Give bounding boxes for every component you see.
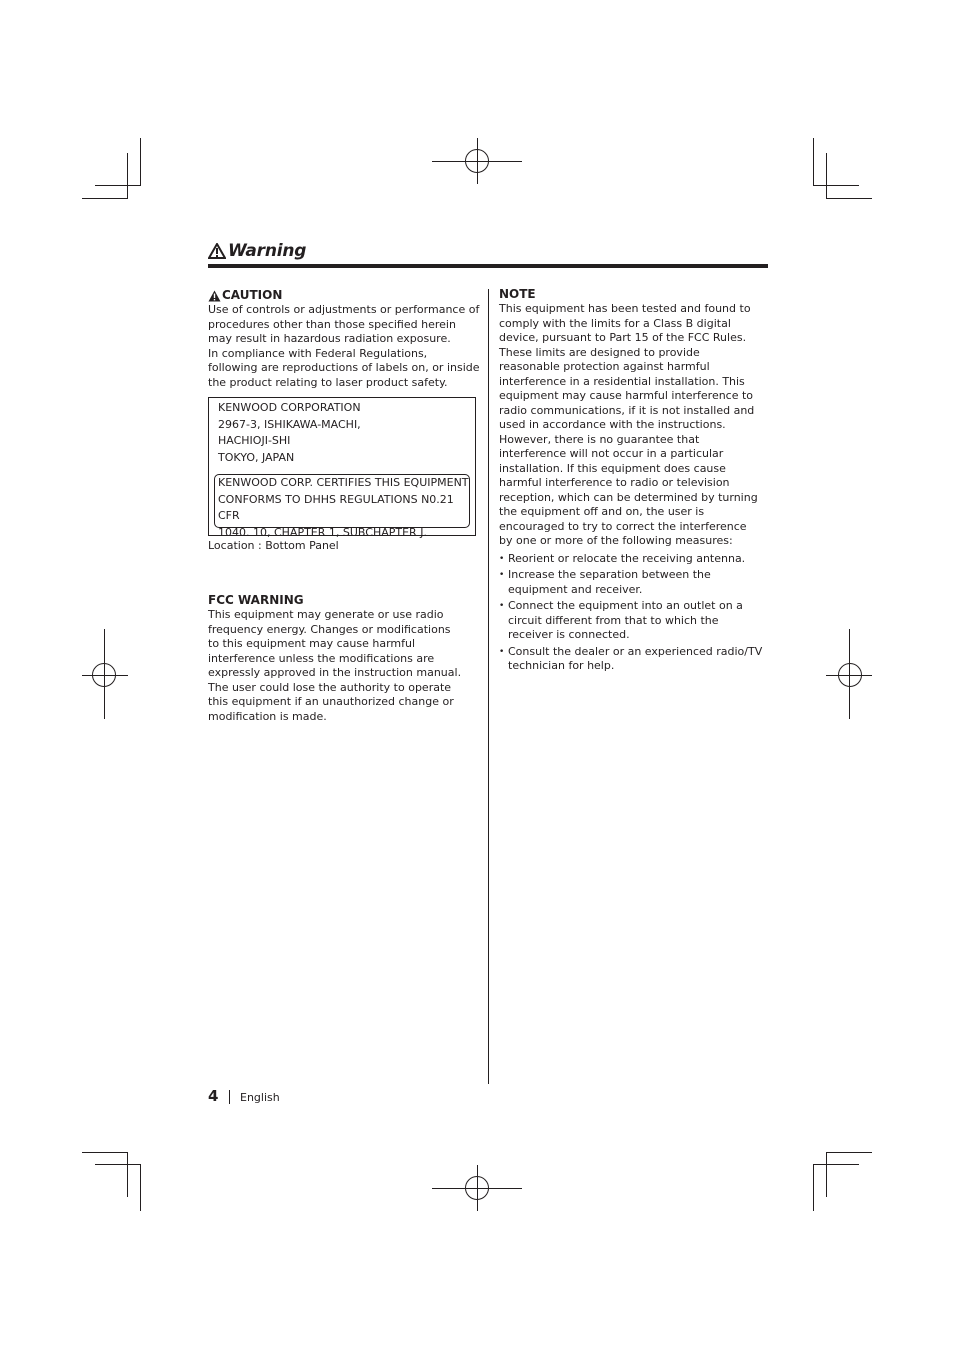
title-rule — [208, 264, 768, 268]
caution-paragraph: In compliance with Federal Regulations, following are reproductions of labels on, or inside the product relating to laser product safety. — [208, 346, 480, 389]
certification-box — [214, 474, 470, 540]
warning-icon — [208, 243, 226, 259]
address-line: 2967-3, ISHIKAWA-MACHI, — [218, 417, 361, 431]
note-bullet-list — [499, 552, 763, 674]
caution-heading-text: CAUTION — [222, 288, 283, 302]
fcc-heading: FCC WARNING — [208, 593, 304, 607]
address-line: HACHIOJI-SHI — [218, 434, 291, 448]
laser-label-box — [208, 397, 476, 540]
list-item: • Consult the dealer or an experienced radio/TV technician for help. — [499, 645, 763, 674]
footer-separator — [229, 1090, 230, 1104]
address-line: KENWOOD CORPORATION — [218, 401, 361, 414]
page-title — [208, 241, 306, 261]
certification-line: 1040. 10, CHAPTER 1, SUBCHAPTER J. — [218, 526, 427, 540]
caution-heading — [208, 288, 480, 303]
footer-language: English — [240, 1091, 280, 1104]
warning-icon — [208, 290, 221, 302]
certification-line: CONFORMS TO DHHS REGULATIONS N0.21 CFR — [218, 492, 454, 523]
list-item: • Increase the separation between the equipment and receiver. — [499, 568, 763, 597]
fcc-paragraph: This equipment may generate or use radio frequency energy. Changes or modifications to this equipment may cause harmful interference unless the modifications are expressly approved in the instruction manual. The user could lose the authority to operate this equipment if an unauthorized change or modification is made. — [208, 608, 462, 723]
fcc-warning-section — [208, 593, 464, 724]
page-title-text: Warning — [228, 241, 307, 261]
list-item: • Reorient or relocate the receiving antenna. — [499, 552, 763, 567]
address-line: TOKYO, JAPAN — [218, 451, 295, 465]
list-item: • Connect the equipment into an outlet on a circuit different from that to which the receiver is connected. — [499, 599, 763, 643]
caution-paragraph: Use of controls or adjustments or performance of procedures other than those specified herein may result in hazardous radiation exposure. — [208, 303, 480, 345]
column-divider — [488, 289, 489, 1084]
certification-line: KENWOOD CORP. CERTIFIES THIS EQUIPMENT — [218, 476, 469, 489]
page-number: 4 — [208, 1087, 219, 1105]
label-location: Location : Bottom Panel — [208, 539, 339, 552]
note-section — [499, 287, 763, 676]
note-paragraph: This equipment has been tested and found to comply with the limits for a Class B digital device, pursuant to Part 15 of the FCC Rules. These limits are designed to provide reasonable protection against harmful interference in a residential installation. This equipment may cause harmful interference to radio communications, if it is not installed and used in accordance with the instructions. However, there is no guarantee that interference will not occur in a particular installation. If this equipment does cause harmful interference to radio or television reception, which can be determined by turning the equipment off and on, the user is encouraged to try to correct the interference by one or more of the following measures: — [499, 302, 758, 547]
label-address — [218, 400, 361, 467]
caution-section — [208, 288, 480, 390]
note-heading: NOTE — [499, 287, 536, 301]
